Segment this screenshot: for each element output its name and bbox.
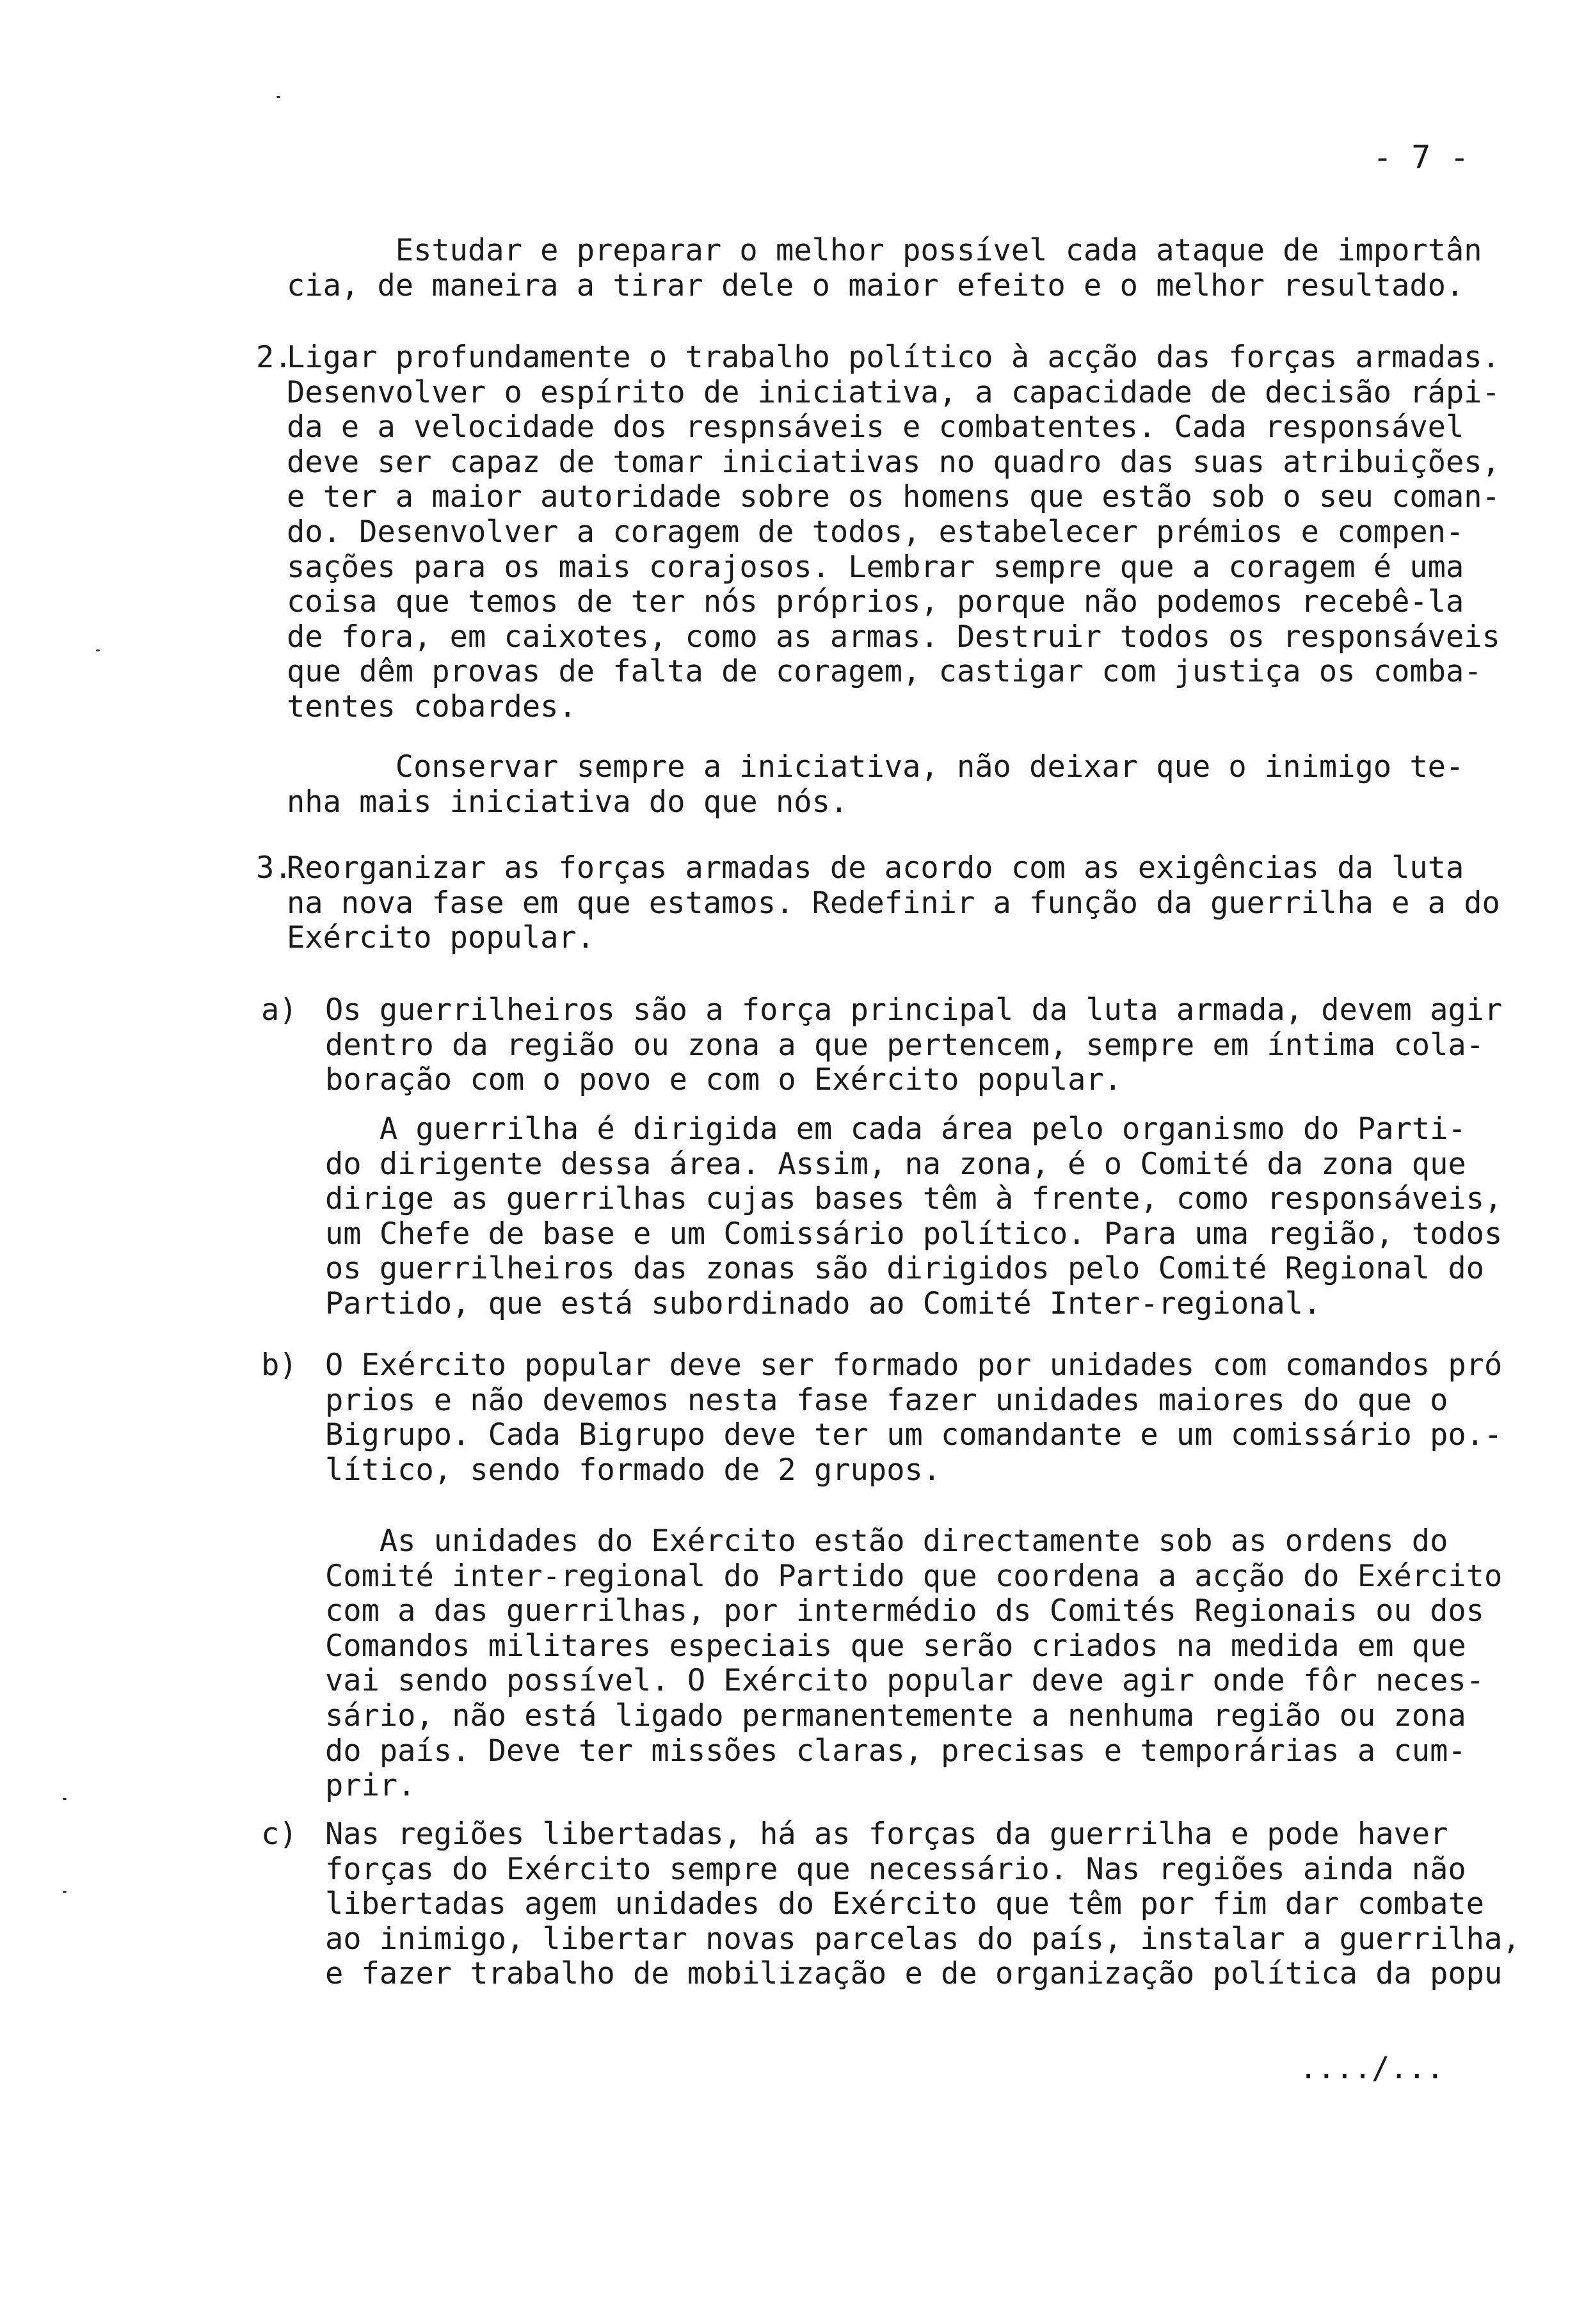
item-3-paragraph: Reorganizar as forças armadas de acordo com as exigências da luta na nova fase em que estamos. Redefinir a função da guerrilha e a do Exército popular.	[287, 850, 1500, 956]
item-2-number: 2.	[256, 340, 292, 375]
subitem-b-label: b)	[261, 1348, 298, 1383]
subitem-c-label: c)	[261, 1817, 298, 1852]
scan-speck	[63, 1891, 67, 1893]
subitem-a-guerrilla-paragraph: A guerrilha é dirigida em cada área pelo organismo do Parti- do dirigente dessa área. Assim, na zona, é o Comité da zona que dirige as guerrilhas cujas bases têm à frente, como responsáveis, um Chefe de base e um Comissário político. Para uma região, todos os guerrilheiros das zonas são dirigidos pelo Comité Regional do Partido, que está subordinado ao Comité Inter-regional.	[325, 1111, 1503, 1321]
item-2-paragraph: Ligar profundamente o trabalho político à acção das forças armadas. Desenvolver o espírito de iniciativa, a capacidade de decisão rápi- da e a velocidade dos respnsáveis e combatentes. Cada responsável deve ser capaz de tomar iniciativas no quadro das suas atribuições, e ter a maior autoridade sobre os homens que estão sob o seu coman- do. Desenvolver a coragem de todos, estabelecer prémios e compen- sações para os mais corajosos. Lembrar sempre que a coragem é uma coisa que temos de ter nós próprios, porque não podemos recebê-la de fora, em caixotes, como as armas. Destruir todos os responsáveis que dêm provas de falta de coragem, castigar com justiça os comba- tentes cobardes.	[287, 340, 1500, 724]
intro-paragraph: Estudar e preparar o melhor possível cada ataque de importân cia, de maneira a tirar dele o maior efeito e o melhor resultado.	[287, 233, 1482, 303]
scan-speck	[63, 1798, 67, 1800]
item-3-number: 3.	[256, 850, 292, 886]
continuation-mark: ..../...	[1299, 2051, 1445, 2086]
scan-speck	[276, 96, 280, 98]
page-number: - 7 -	[1373, 139, 1469, 176]
scan-speck	[96, 649, 100, 651]
subitem-b-paragraph: O Exército popular deve ser formado por unidades com comandos pró prios e não devemos nesta fase fazer unidades maiores do que o Bigrupo. Cada Bigrupo deve ter um comandante e um comissário po.- lítico, sendo formado de 2 grupos.	[325, 1348, 1503, 1488]
subitem-b-army-paragraph: As unidades do Exército estão directamente sob as ordens do Comité inter-regional do Partido que coordena a acção do Exército com a das guerrilhas, por intermédio ds Comités Regionais ou dos Comandos militares especiais que serão criados na medida em que vai sendo possível. O Exército popular deve agir onde fôr neces- sário, não está ligado permanentemente a nenhuma região ou zona do país. Deve ter missões claras, precisas e temporárias a cum- prir.	[325, 1524, 1503, 1804]
item-2-initiative-paragraph: Conservar sempre a iniciativa, não deixar que o inimigo te- nha mais iniciativa do que nós.	[287, 749, 1464, 820]
subitem-a-paragraph: Os guerrilheiros são a força principal da luta armada, devem agir dentro da região ou zona a que pertencem, sempre em íntima cola- boração com o povo e com o Exército popular.	[325, 992, 1503, 1098]
subitem-a-label: a)	[261, 992, 298, 1028]
subitem-c-paragraph: Nas regiões libertadas, há as forças da guerrilha e pode haver forças do Exército sempre que necessário. Nas regiões ainda não libertadas agem unidades do Exército que têm por fim dar combate ao inimigo, libertar novas parcelas do país, instalar a guerrilha, e fazer trabalho de mobilização e de organização política da popu	[325, 1817, 1521, 1992]
